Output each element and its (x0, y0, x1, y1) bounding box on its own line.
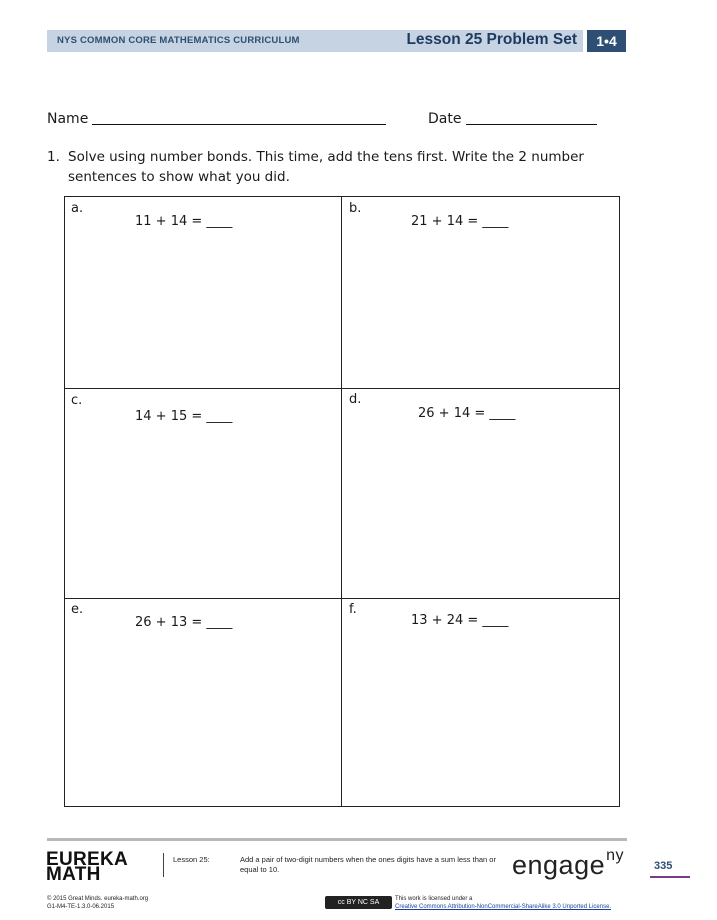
logo-line-1: EUREKA (46, 849, 129, 870)
footer-divider (163, 853, 164, 877)
page-title: Lesson 25 Problem Set (406, 31, 577, 48)
instruction-text: Solve using number bonds. This time, add the tens first. Write the 2 number sentences to show what you did. (68, 149, 584, 185)
problem-f-expression: 13 + 24 = ____ (411, 613, 509, 628)
problem-c-expression: 14 + 15 = ____ (135, 409, 233, 424)
problem-b-letter: b. (349, 201, 362, 216)
instruction-number: 1. (47, 149, 60, 165)
copyright-line-2: G1-M4-TE-1.3.0-06.2015 (47, 904, 115, 910)
name-label: Name (47, 111, 89, 127)
page-number: 335 (654, 860, 673, 872)
problem-d-expression: 26 + 14 = ____ (418, 406, 516, 421)
problem-e-letter: e. (71, 602, 84, 617)
logo-line-2: MATH (46, 864, 101, 885)
problem-c-letter: c. (71, 393, 83, 408)
grid-divider-row-2 (64, 598, 620, 599)
engageny-logo-text: engage (512, 850, 606, 880)
grid-divider-vertical (341, 196, 342, 807)
problem-a-expression: 11 + 14 = ____ (135, 214, 233, 229)
instruction (47, 147, 607, 187)
license-line-1: This work is licensed under a (395, 896, 473, 902)
footer-rule (47, 838, 627, 841)
grade-module-badge: 1•4 (587, 30, 626, 52)
problem-b-expression: 21 + 14 = ____ (411, 214, 509, 229)
date-field[interactable] (466, 124, 597, 125)
license-text (395, 895, 611, 911)
problem-grid (64, 196, 620, 807)
engageny-logo-sup: ny (606, 847, 625, 864)
problem-a-letter: a. (71, 201, 84, 216)
date-label: Date (428, 111, 462, 127)
copyright (47, 895, 148, 911)
engageny-logo (512, 847, 625, 881)
curriculum-label: NYS COMMON CORE MATHEMATICS CURRICULUM (57, 35, 300, 46)
footer-lesson-label: Lesson 25: (173, 855, 210, 864)
problem-d-letter: d. (349, 392, 362, 407)
copyright-line-1: © 2015 Great Minds. eureka-math.org (47, 896, 149, 902)
problem-e-expression: 26 + 13 = ____ (135, 615, 233, 630)
license-link[interactable]: Creative Commons Attribution-NonCommercial-ShareAlike 3.0 Unported License. (395, 904, 612, 910)
problem-f-letter: f. (349, 602, 357, 617)
grid-divider-row-1 (64, 388, 620, 389)
cc-license-icon: cc BY NC SA (325, 896, 392, 909)
footer-lesson-description: Add a pair of two-digit numbers when the ones digits have a sum less than or equal to 10. (240, 855, 496, 874)
page-number-rule (650, 876, 690, 878)
name-field[interactable] (92, 124, 386, 125)
eureka-math-logo (46, 849, 129, 885)
